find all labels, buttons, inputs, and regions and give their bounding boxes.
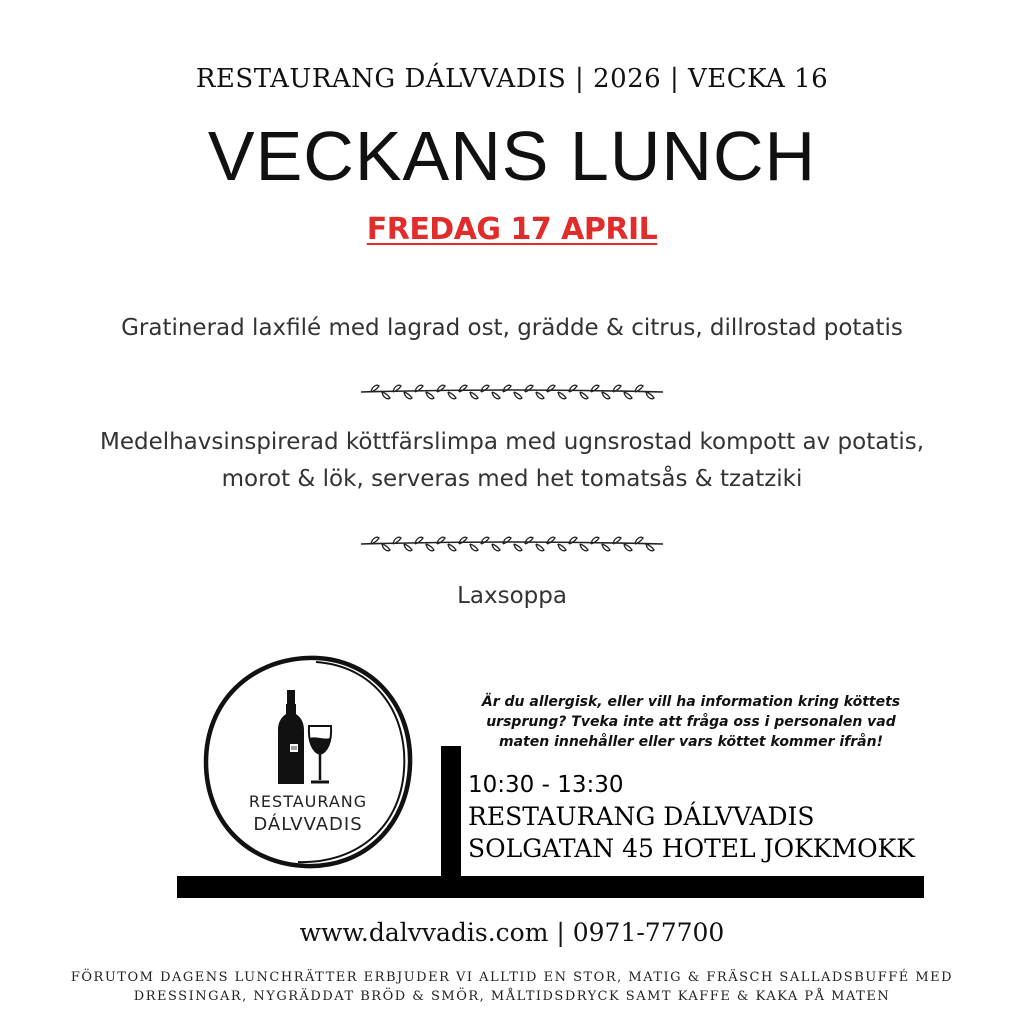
leaf-icon xyxy=(514,544,522,551)
leaf-icon xyxy=(404,392,412,399)
footer-line-2: DRESSINGAR, NYGRÄDDAT BRÖD & SMÖR, MÅLTIDSDRYCK SAMT KAFFE & KAKA PÅ MATEN xyxy=(133,989,891,1004)
allergy-note-line-1: Är du allergisk, eller vill ha information kring köttets xyxy=(481,694,901,710)
logo-text-name: DÁLVVADIS xyxy=(253,814,363,835)
contact-line: www.dalvvadis.com | 0971-77700 xyxy=(299,918,725,947)
restaurant-name: RESTAURANG DÁLVVADIS xyxy=(468,802,815,831)
leaf-icon xyxy=(448,392,456,399)
page-title: VECKANS LUNCH xyxy=(207,117,817,195)
leaf-icon xyxy=(514,392,522,399)
frame-horizontal-bar xyxy=(177,876,924,898)
leaf-icon xyxy=(624,544,632,551)
leaf-icon xyxy=(426,544,434,551)
leaf-icon xyxy=(503,385,511,392)
allergy-note-line-3: maten innehåller eller vars köttet kommer ifrån! xyxy=(499,734,883,750)
leaf-icon xyxy=(481,537,489,544)
dish-1-line-1: Gratinerad laxfilé med lagrad ost, grädde & citrus, dillrostad potatis xyxy=(121,315,903,341)
leaf-icon xyxy=(646,544,654,551)
wine-bottle-icon xyxy=(278,690,304,784)
date-heading xyxy=(0,212,1024,247)
leaf-icon xyxy=(481,385,489,392)
leaf-icon xyxy=(624,392,632,399)
logo-text-restaurang: RESTAURANG xyxy=(248,792,368,811)
dish-3 xyxy=(0,578,1024,615)
footer-line-1: FÖRUTOM DAGENS LUNCHRÄTTER ERBJUDER VI ALLTID EN STOR, MATIG & FRÄSCH SALLADSBUFFÉ MED xyxy=(70,970,954,985)
leaf-icon xyxy=(448,544,456,551)
leaf-icon xyxy=(558,544,566,551)
leaf-icon xyxy=(580,392,588,399)
dish-1 xyxy=(0,310,1024,347)
leaf-icon xyxy=(492,544,500,551)
leaf-icon xyxy=(503,537,511,544)
footer-note xyxy=(40,968,984,1006)
leaf-icon xyxy=(404,544,412,551)
leaf-icon xyxy=(525,537,533,544)
leaf-icon xyxy=(536,544,544,551)
restaurant-week-header: RESTAURANG DÁLVVADIS | 2026 | VECKA 16 xyxy=(195,64,829,94)
frame-vertical-bar xyxy=(441,746,461,884)
leaf-icon xyxy=(525,385,533,392)
leaf-icon xyxy=(536,392,544,399)
dish-2 xyxy=(0,424,1024,498)
opening-hours: 10:30 - 13:30 xyxy=(468,772,624,798)
dish-2-line-2: morot & lök, serveras med het tomatsås & tzatziki xyxy=(221,466,803,492)
leaf-icon xyxy=(547,385,555,392)
leaf-icon xyxy=(602,392,610,399)
leaf-icon xyxy=(382,392,390,399)
restaurant-address: SOLGATAN 45 HOTEL JOKKMOKK xyxy=(468,834,915,863)
date-text: FREDAG 17 APRIL xyxy=(366,212,658,247)
dish-2-line-1: Medelhavsinspirerad köttfärslimpa med ugnsrostad kompott av potatis, xyxy=(99,429,925,455)
leaf-icon xyxy=(426,392,434,399)
leaf-divider-1 xyxy=(357,380,667,404)
allergy-note-line-2: ursprung? Tveka inte att fråga oss i personalen vad xyxy=(486,714,896,730)
leaf-icon xyxy=(470,544,478,551)
leaf-icon xyxy=(470,392,478,399)
leaf-icon xyxy=(382,544,390,551)
leaf-icon xyxy=(547,537,555,544)
leaf-icon xyxy=(492,392,500,399)
restaurant-logo xyxy=(198,650,418,874)
wine-glass-icon xyxy=(309,726,331,782)
leaf-icon xyxy=(580,544,588,551)
leaf-icon xyxy=(558,392,566,399)
leaf-icon xyxy=(602,544,610,551)
dish-3-line-1: Laxsoppa xyxy=(457,583,567,609)
allergy-note xyxy=(466,692,916,752)
leaf-divider-2 xyxy=(357,532,667,556)
leaf-icon xyxy=(646,392,654,399)
